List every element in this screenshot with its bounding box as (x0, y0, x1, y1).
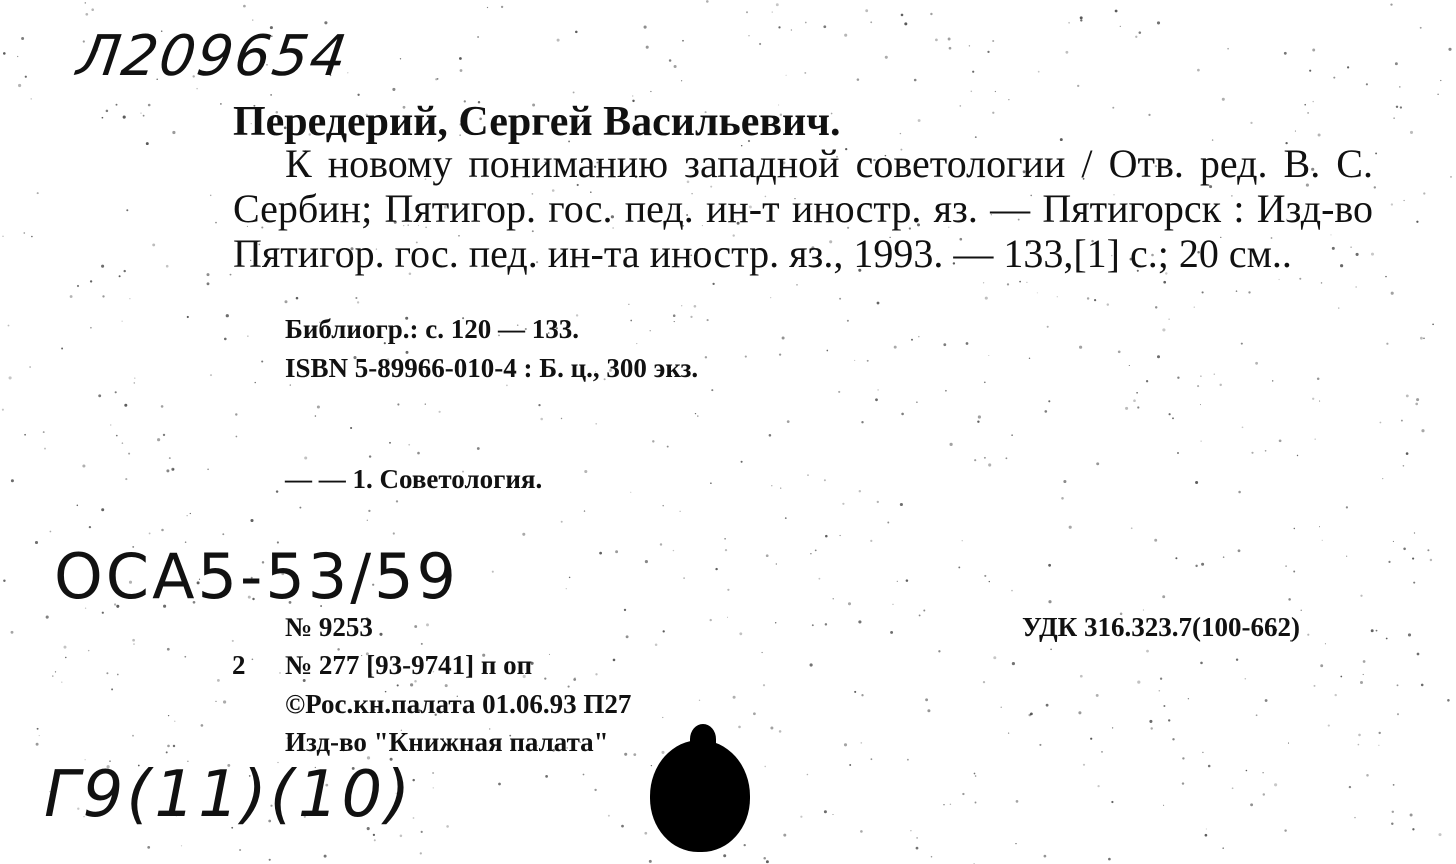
subject-tracing: — — 1. Советология. (285, 464, 543, 494)
handwritten-classification: OCA5-53/59 (54, 540, 459, 613)
card-punch-hole (650, 740, 750, 852)
copyright-line: ©Рос.кн.палата 01.06.93 П27 (285, 689, 632, 719)
bibliography-note: Библиогр.: с. 120 — 133. (285, 314, 579, 344)
isbn-line: ISBN 5-89966-010-4 : Б. ц., 300 экз. (285, 353, 699, 383)
publisher-imprint: Изд-во "Книжная палата" (285, 727, 609, 757)
record-number: № 9253 (285, 612, 373, 642)
udc-code: УДК 316.323.7(100-662) (1022, 612, 1300, 642)
copy-count: 2 (232, 650, 246, 680)
title-description: К новому пониманию западной советологии / Отв. ред. В. С. Сербин; Пятигор. гос. пед. ин-т иностр. яз. — Пятигорск : Изд-во Пятигор. гос. пед. ин-та иностр. яз., 1993. — 133,[1] с.; 20 см.. (233, 141, 1373, 276)
author-heading: Передерий, Сергей Васильевич. (233, 99, 841, 145)
handwritten-inventory-number: Л209654 (73, 24, 353, 89)
handwritten-shelf-mark: Г9(11)(10) (44, 758, 414, 832)
order-number-line: № 277 [93-9741] п оп (285, 650, 533, 680)
